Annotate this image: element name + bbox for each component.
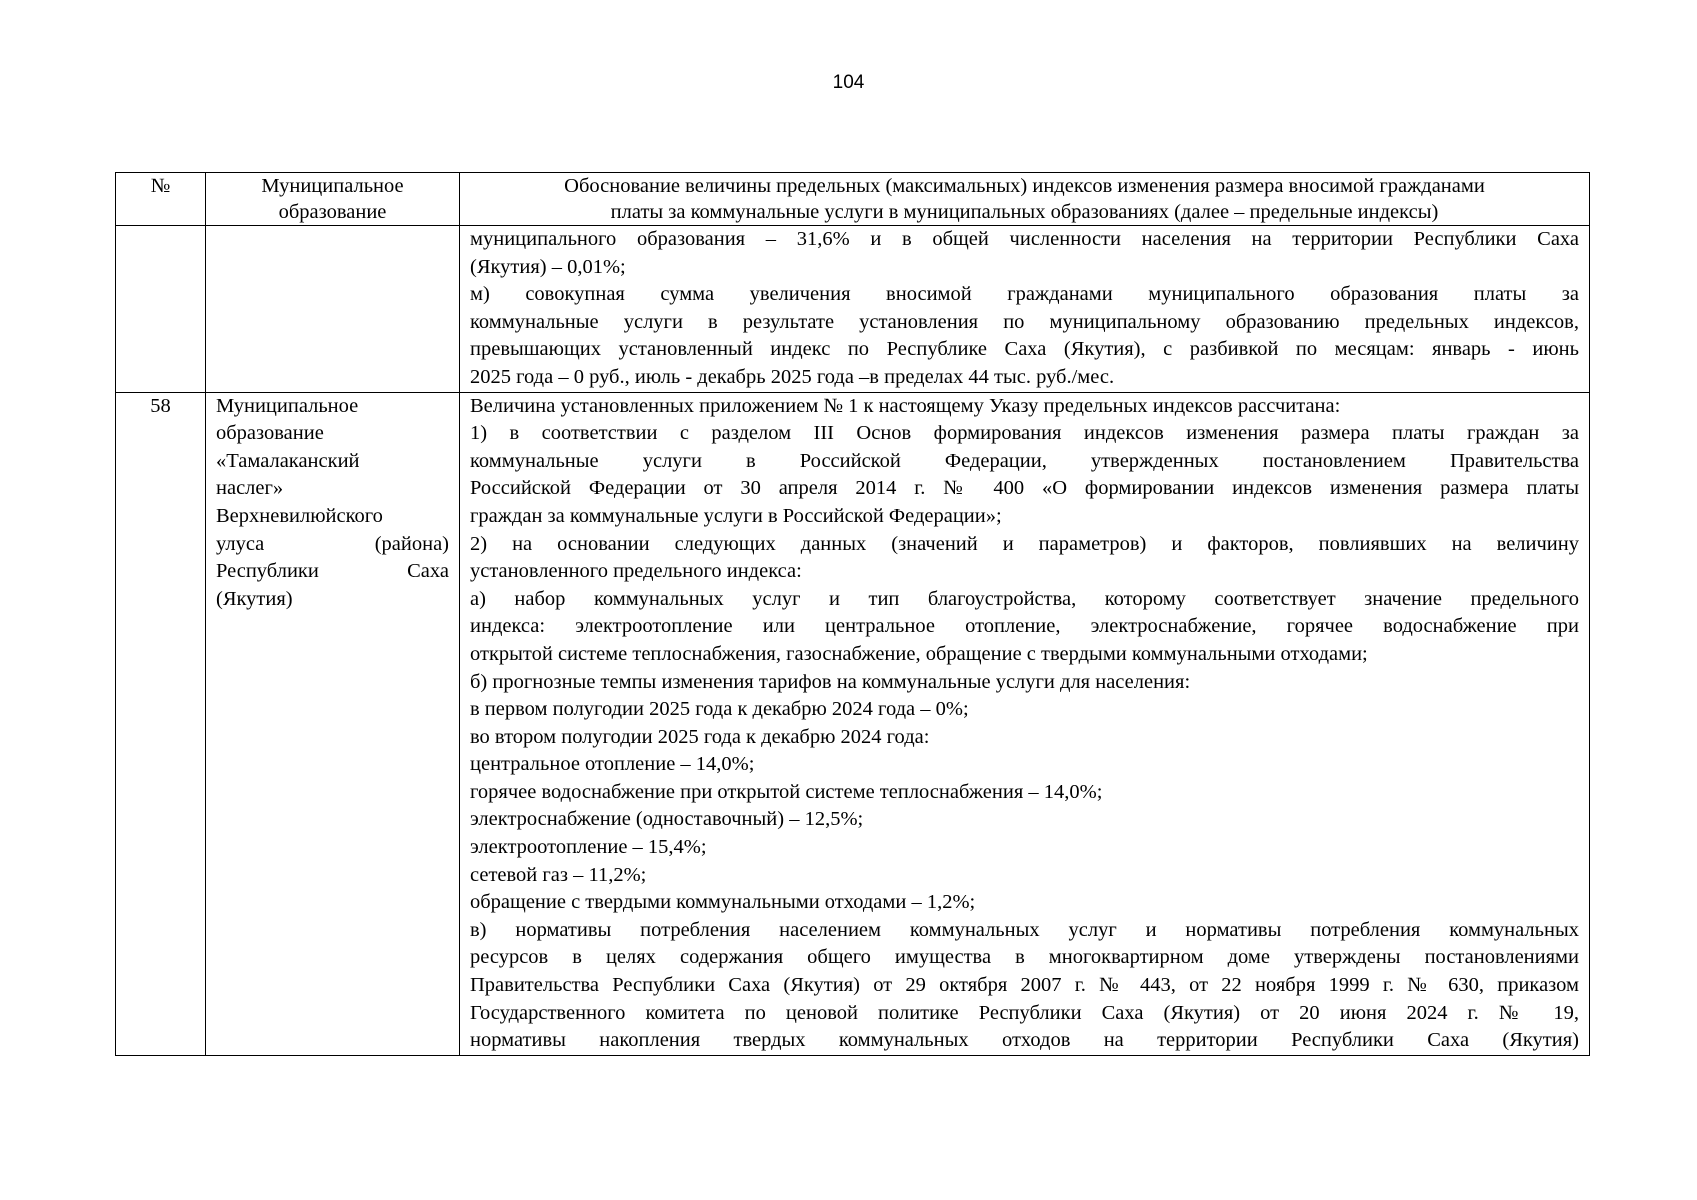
cell-justification-continued [460,226,1590,393]
page-number: 104 [832,72,865,93]
header-num: № [116,173,206,226]
text-line: коммунальные услуги в результате установления по муниципальному образованию предельных индексов, [470,310,1579,333]
text-line: в первом полугодии 2025 года к декабрю 2024 года – 0%; [470,698,969,721]
text-line: коммунальные услуги в Российской Федерации, утвержденных постановлением Правительства [470,449,1579,472]
cell-num-empty [116,226,206,393]
text-line: 2) на основании следующих данных (значений и параметров) и факторов, повлиявших на величину [470,532,1579,555]
text-line: центральное отопление – 14,0%; [470,753,755,776]
header-justification [460,173,1590,226]
indices-table [115,172,1590,1056]
municipality-line: (Якутия) [216,587,293,610]
text-line: электроснабжение (одноставочный) – 12,5%; [470,808,864,831]
text-line: Государственного комитета по ценовой политике Республики Саха (Якутия) от 20 июня 2024 г. № 19, [470,1001,1579,1024]
text-line: обращение с твердыми коммунальными отходами – 1,2%; [470,891,976,914]
text-line: б) прогнозные темпы изменения тарифов на коммунальные услуги для населения: [470,670,1191,693]
text-line: а) набор коммунальных услуг и тип благоустройства, которому соответствует значение предельного [470,587,1579,610]
text-line: электроотопление – 15,4%; [470,836,707,859]
municipality-line: наслег» [216,477,284,500]
text-line: Величина установленных приложением № 1 к настоящему Указу предельных индексов рассчитана: [470,394,1341,417]
municipality-line: «Тамалаканский [216,449,360,472]
text-line: в) нормативы потребления населением коммунальных услуг и нормативы потребления коммунальных [470,918,1579,941]
text-line: граждан за коммунальные услуги в Российской Федерации»; [470,504,1002,527]
cell-municipality-empty [206,226,460,393]
table-header-row [116,173,1590,226]
header-municipality-line: Муниципальное [261,175,404,197]
text-line: горячее водоснабжение при открытой системе теплоснабжения – 14,0%; [470,780,1103,803]
text-line: индекса: электроотопление или центральное отопление, электроснабжение, горячее водоснабжение при [470,615,1579,638]
text-line: муниципального образования – 31,6% и в общей численности населения на территории Республики Саха [470,228,1579,250]
municipality-line: Муниципальное [216,394,359,417]
text-line: Правительства Республики Саха (Якутия) от 29 октября 2007 г. № 443, от 22 ноября 1999 г. № 630, приказом [470,974,1579,997]
header-municipality-line: образование [278,201,387,223]
text-line: 1) в соответствии с разделом III Основ формирования индексов изменения размера платы граждан за [470,422,1579,445]
municipality-line: Республики Саха [216,560,449,583]
text-line: м) совокупная сумма увеличения вносимой гражданами муниципального образования платы за [470,283,1579,306]
municipality-line: Верхневилюйского [216,504,383,527]
text-line: нормативы накопления твердых коммунальных отходов на территории Республики Саха (Якутия) [470,1029,1579,1052]
text-line: превышающих установленный индекс по Республике Саха (Якутия), с разбивкой по месяцам: январь - июнь [470,338,1579,361]
text-line: Российской Федерации от 30 апреля 2014 г. № 400 «О формировании индексов изменения размера платы [470,477,1579,500]
header-municipality [206,173,460,226]
text-line: ресурсов в целях содержания общего имущества в многоквартирном доме утверждены постановлениями [470,946,1579,969]
municipality-line: улуса (района) [216,532,449,555]
municipality-line: образование [216,422,324,445]
text-line: сетевой газ – 11,2%; [470,863,647,886]
text-line: 2025 года – 0 руб., июль - декабрь 2025 года –в пределах 44 тыс. руб./мес. [470,365,1115,388]
cell-municipality [206,392,460,1055]
table-row-continued [116,226,1590,393]
text-line: установленного предельного индекса: [470,560,802,583]
text-line: во втором полугодии 2025 года к декабрю 2024 года: [470,725,930,748]
header-justification-line: платы за коммунальные услуги в муниципальных образованиях (далее – предельные индексы) [610,201,1439,223]
cell-num: 58 [116,392,206,1055]
text-line: (Якутия) – 0,01%; [470,255,626,278]
header-justification-line: Обоснование величины предельных (максимальных) индексов изменения размера вносимой гражданами [564,175,1485,197]
cell-justification [460,392,1590,1055]
text-line: открытой системе теплоснабжения, газоснабжение, обращение с твердыми коммунальными отходами; [470,642,1368,665]
table-row-58 [116,392,1590,1055]
